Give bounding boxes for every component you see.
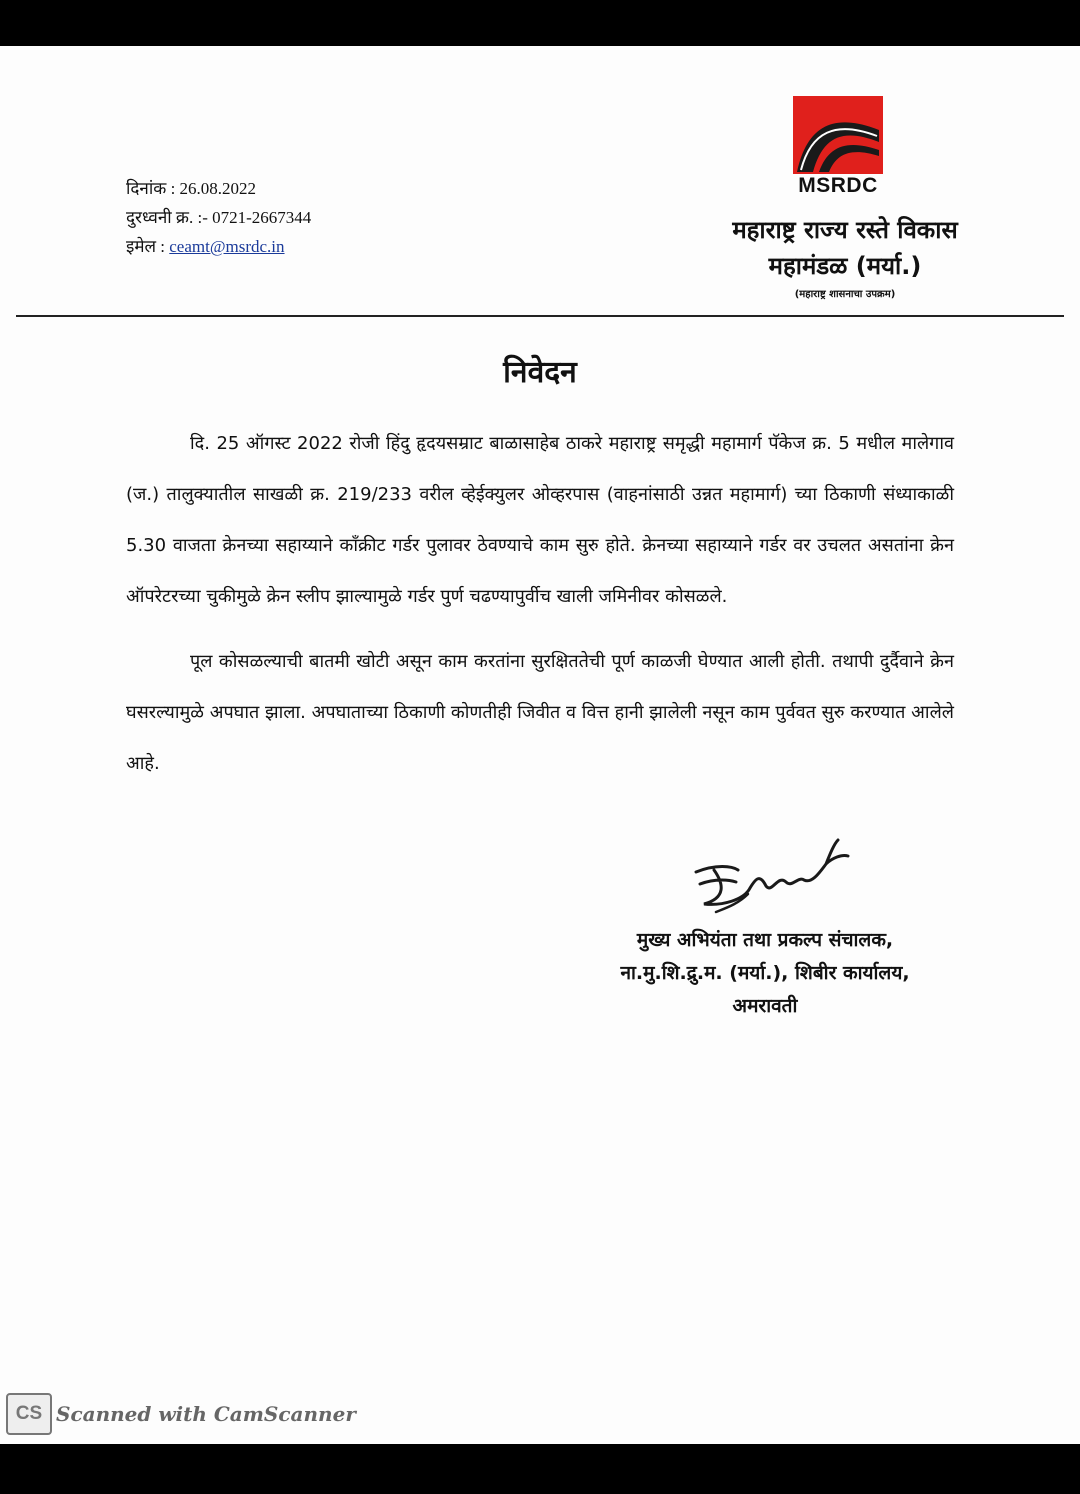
- contact-info: [126, 174, 311, 261]
- signatory-location: अमरावती: [732, 995, 798, 1017]
- header-divider: [16, 315, 1064, 317]
- signatory-title: मुख्य अभियंता तथा प्रकल्प संचालक,: [636, 929, 894, 951]
- document-page: [0, 46, 1080, 1444]
- signatory-block: [580, 924, 950, 1023]
- camscanner-text: Scanned with CamScanner: [56, 1402, 356, 1426]
- org-name-line1: महाराष्ट्र राज्य रस्ते विकास: [732, 216, 958, 244]
- top-black-border: [0, 0, 1080, 46]
- camscanner-watermark: [6, 1392, 356, 1436]
- email-label: इमेल :: [126, 237, 170, 256]
- camscanner-logo-icon: CS: [6, 1393, 52, 1435]
- paragraph-1: दि. 25 ऑगस्ट 2022 रोजी हिंदु हृदयसम्राट बाळासाहेब ठाकरे महाराष्ट्र समृद्धी महामार्ग पॅकेज क्र. 5 मधील मालेगाव (ज.) तालुक्यातील साखळी क्र. 219/233 वरील व्हेईक्युलर ओव्हरपास (वाहनांसाठी उन्नत महामार्ग) च्या ठिकाणी संध्याकाळी 5.30 वाजता क्रेनच्या सहाय्याने काँक्रीट गर्डर पुलावर ठेवण्याचे काम सुरु होते. क्रेनच्या सहाय्याने गर्डर वर उचलत असतांना क्रेन ऑपरेटरच्या चुकीमुळे क्रेन स्लीप झाल्यामुळे गर्डर पुर्ण चढण्यापुर्वीच खाली जमिनीवर कोसळले.: [126, 433, 954, 607]
- document-body: [126, 418, 954, 803]
- org-subtitle: (महाराष्ट्र शासनाचा उपक्रम): [794, 289, 896, 300]
- paragraph-2: पूल कोसळल्याची बातमी खोटी असून काम करतांना सुरक्षिततेची पूर्ण काळजी घेण्यात आली होती. तथापी दुर्दैवाने क्रेन घसरल्यामुळे अपघात झाला. अपघाताच्या ठिकाणी कोणतीही जिवीत व वित्त हानी झालेली नसून काम पुर्ववत सुरु करण्यात आलेले आहे.: [126, 651, 954, 774]
- signatory-office: ना.मु.शि.द्रु.म. (मर्या.), शिबीर कार्यालय,: [620, 962, 910, 984]
- logo-name: MSRDC: [798, 174, 878, 197]
- org-name-line2: महामंडळ (मर्या.): [768, 252, 922, 280]
- email-link[interactable]: ceamt@msrdc.in: [169, 237, 285, 256]
- phone-line: दुरध्वनी क्र. :- 0721-2667344: [126, 208, 312, 227]
- signature-icon: [686, 824, 856, 924]
- organization-name: [700, 212, 990, 304]
- msrdc-logo-icon: [793, 96, 883, 174]
- email-line: [126, 232, 311, 261]
- date-line: दिनांक : 26.08.2022: [126, 179, 257, 198]
- document-title: निवेदन: [503, 355, 577, 390]
- bottom-black-border: [0, 1444, 1080, 1494]
